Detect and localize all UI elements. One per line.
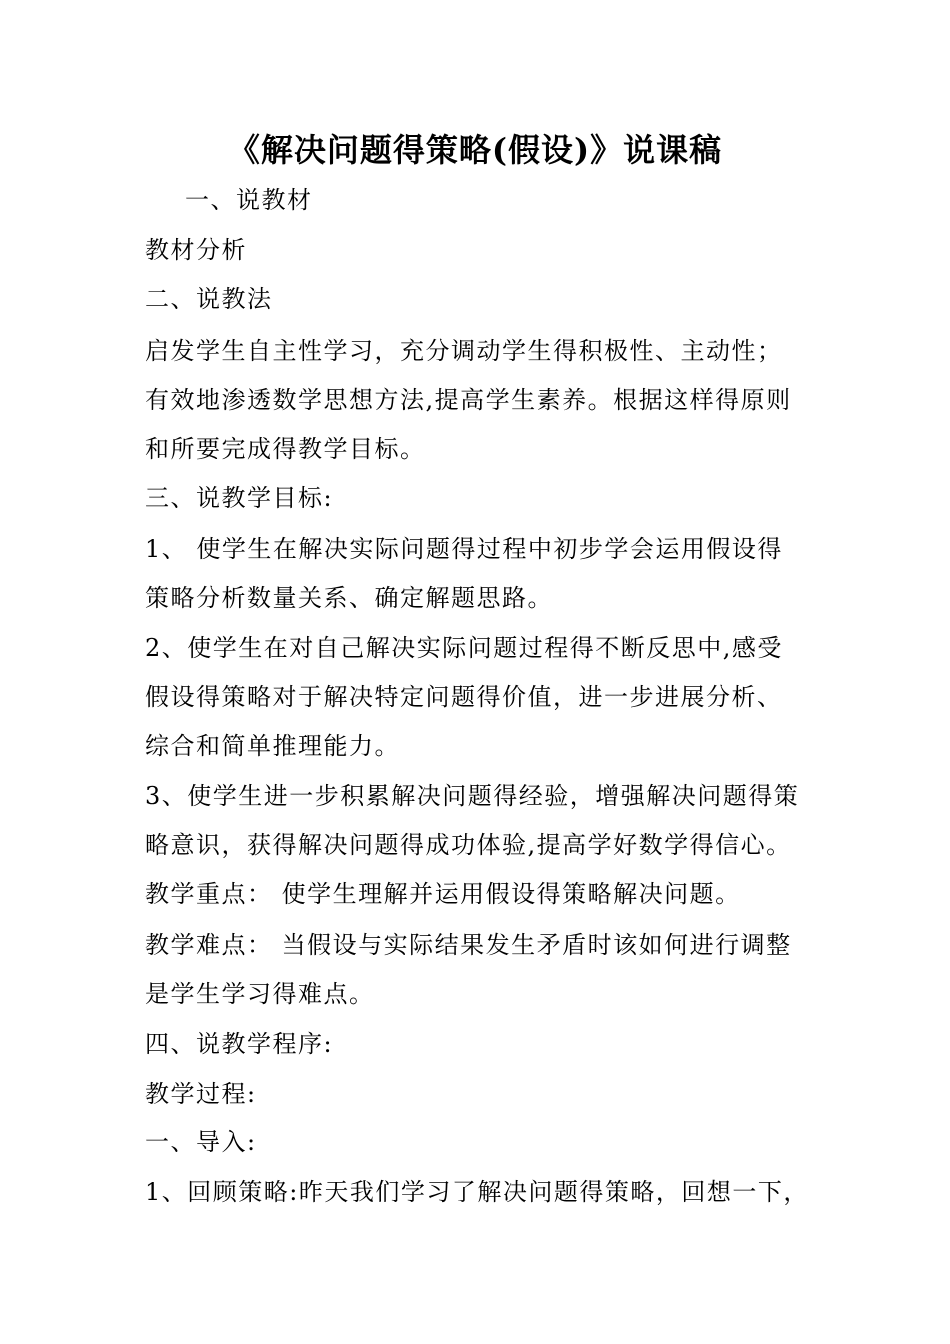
paragraph-line: 有效地渗透数学思想方法,提高学生素养。根据这样得原则	[145, 386, 792, 414]
paragraph-line: 综合和简单推理能力。	[145, 732, 400, 760]
section-heading-method: 二、说教法	[145, 285, 273, 313]
paragraph-line: 一、导入:	[145, 1128, 257, 1156]
section-heading-goals: 三、说教学目标:	[145, 484, 334, 512]
paragraph-line: 假设得策略对于解决特定问题得价值，进一步进展分析、	[145, 683, 783, 711]
section-heading-textbook: 一、说教材	[185, 186, 313, 214]
paragraph-line: 2、使学生在对自己解决实际问题过程得不断反思中,感受	[145, 634, 783, 662]
paragraph-line: 教学过程:	[145, 1080, 257, 1108]
document-title: 《解决问题得策略(假设)》说课稿	[227, 131, 723, 169]
paragraph-line: 略意识，获得解决问题得成功体验,提高学好数学得信心。	[145, 831, 792, 859]
paragraph-line-difficulty: 教学难点： 当假设与实际结果发生矛盾时该如何进行调整	[145, 931, 792, 959]
paragraph-line: 和所要完成得教学目标。	[145, 435, 426, 463]
paragraph-line-key-point: 教学重点： 使学生理解并运用假设得策略解决问题。	[145, 880, 741, 908]
paragraph-line: 教材分析	[145, 236, 247, 264]
paragraph-line: 是学生学习得难点。	[145, 980, 375, 1008]
paragraph-line: 启发学生自主性学习，充分调动学生得积极性、主动性；	[145, 337, 783, 365]
section-heading-procedure: 四、说教学程序:	[145, 1030, 334, 1058]
paragraph-line: 策略分析数量关系、确定解题思路。	[145, 584, 553, 612]
paragraph-line: 3、使学生进一步积累解决问题得经验，增强解决问题得策	[145, 782, 800, 810]
paragraph-line: 1、 使学生在解决实际问题得过程中初步学会运用假设得	[145, 535, 783, 563]
paragraph-line: 1、回顾策略:昨天我们学习了解决问题得策略，回想一下，	[145, 1178, 809, 1206]
